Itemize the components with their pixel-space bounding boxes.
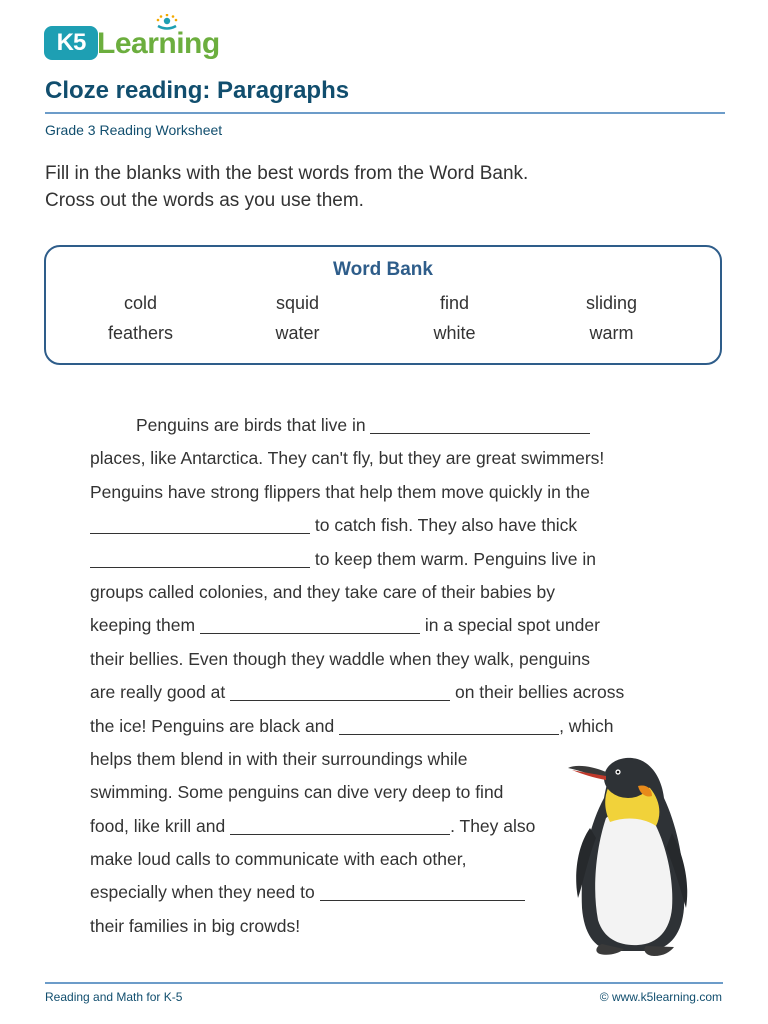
word-bank xyxy=(44,245,722,365)
passage-line: keeping them in a special spot under xyxy=(90,615,600,636)
passage-line: places, like Antarctica. They can't fly, but they are great swimmers! xyxy=(90,448,605,469)
passage-line: their families in big crowds! xyxy=(90,915,301,936)
word-bank-title: Word Bank xyxy=(333,259,433,280)
title-divider xyxy=(45,112,725,114)
passage-line: their bellies. Even though they waddle when they walk, penguins xyxy=(90,648,591,669)
passage-line: food, like krill and . They also xyxy=(90,815,536,836)
passage-line: Penguins are birds that live in xyxy=(90,409,680,442)
instruction-line: Fill in the blanks with the best words from the Word Bank. xyxy=(45,163,529,184)
answer-blank-4[interactable] xyxy=(200,616,420,634)
word-bank-grid xyxy=(62,293,722,344)
page-title: Cloze reading: Paragraphs xyxy=(45,77,350,104)
word-bank-word: squid xyxy=(275,293,320,313)
word-bank-word: cold xyxy=(123,293,158,313)
passage-line: make loud calls to communicate with each other, xyxy=(90,849,467,870)
answer-blank-6[interactable] xyxy=(339,717,559,735)
answer-blank-1[interactable] xyxy=(370,416,590,434)
footer-tagline: Reading and Math for K-5 xyxy=(45,990,183,1004)
passage-line: the ice! Penguins are black and , which xyxy=(90,715,614,736)
page-subtitle: Grade 3 Reading Worksheet xyxy=(45,122,223,138)
word-bank-word: warm xyxy=(589,323,634,343)
passage-line: to keep them warm. Penguins live in xyxy=(90,543,680,576)
passage-line: especially when they need to xyxy=(90,876,680,909)
passage-line: groups called colonies, and they take care of their babies by xyxy=(90,581,556,602)
answer-blank-3[interactable] xyxy=(90,550,310,568)
passage-line: to catch fish. They also have thick xyxy=(90,509,680,542)
answer-blank-8[interactable] xyxy=(320,883,525,901)
word-bank-word: sliding xyxy=(585,293,638,313)
word-bank-word: white xyxy=(433,323,476,343)
logo-k5-badge: K5 xyxy=(44,26,98,60)
word-bank-word: feathers xyxy=(107,323,174,343)
answer-blank-2[interactable] xyxy=(90,516,310,534)
footer-divider xyxy=(45,982,723,984)
passage-line: swimming. Some penguins can dive very deep to find xyxy=(90,782,504,803)
logo-wordmark: Learning xyxy=(97,27,220,60)
passage-line: are really good at on their bellies across xyxy=(90,682,625,703)
answer-blank-7[interactable] xyxy=(230,817,450,835)
word-bank-word: water xyxy=(275,323,320,343)
penguin-illustration xyxy=(566,748,696,958)
word-bank-word: find xyxy=(439,293,470,313)
passage-line: helps them blend in with their surroundings while xyxy=(90,748,468,769)
instructions xyxy=(45,160,528,214)
passage-line: Penguins have strong flippers that help them move quickly in the xyxy=(90,481,591,502)
k5-learning-logo xyxy=(44,14,219,62)
answer-blank-5[interactable] xyxy=(230,683,450,701)
footer-website-link[interactable]: © www.k5learning.com xyxy=(599,990,722,1004)
instruction-line: Cross out the words as you use them. xyxy=(45,190,364,211)
logo-figure-icon xyxy=(152,14,182,36)
